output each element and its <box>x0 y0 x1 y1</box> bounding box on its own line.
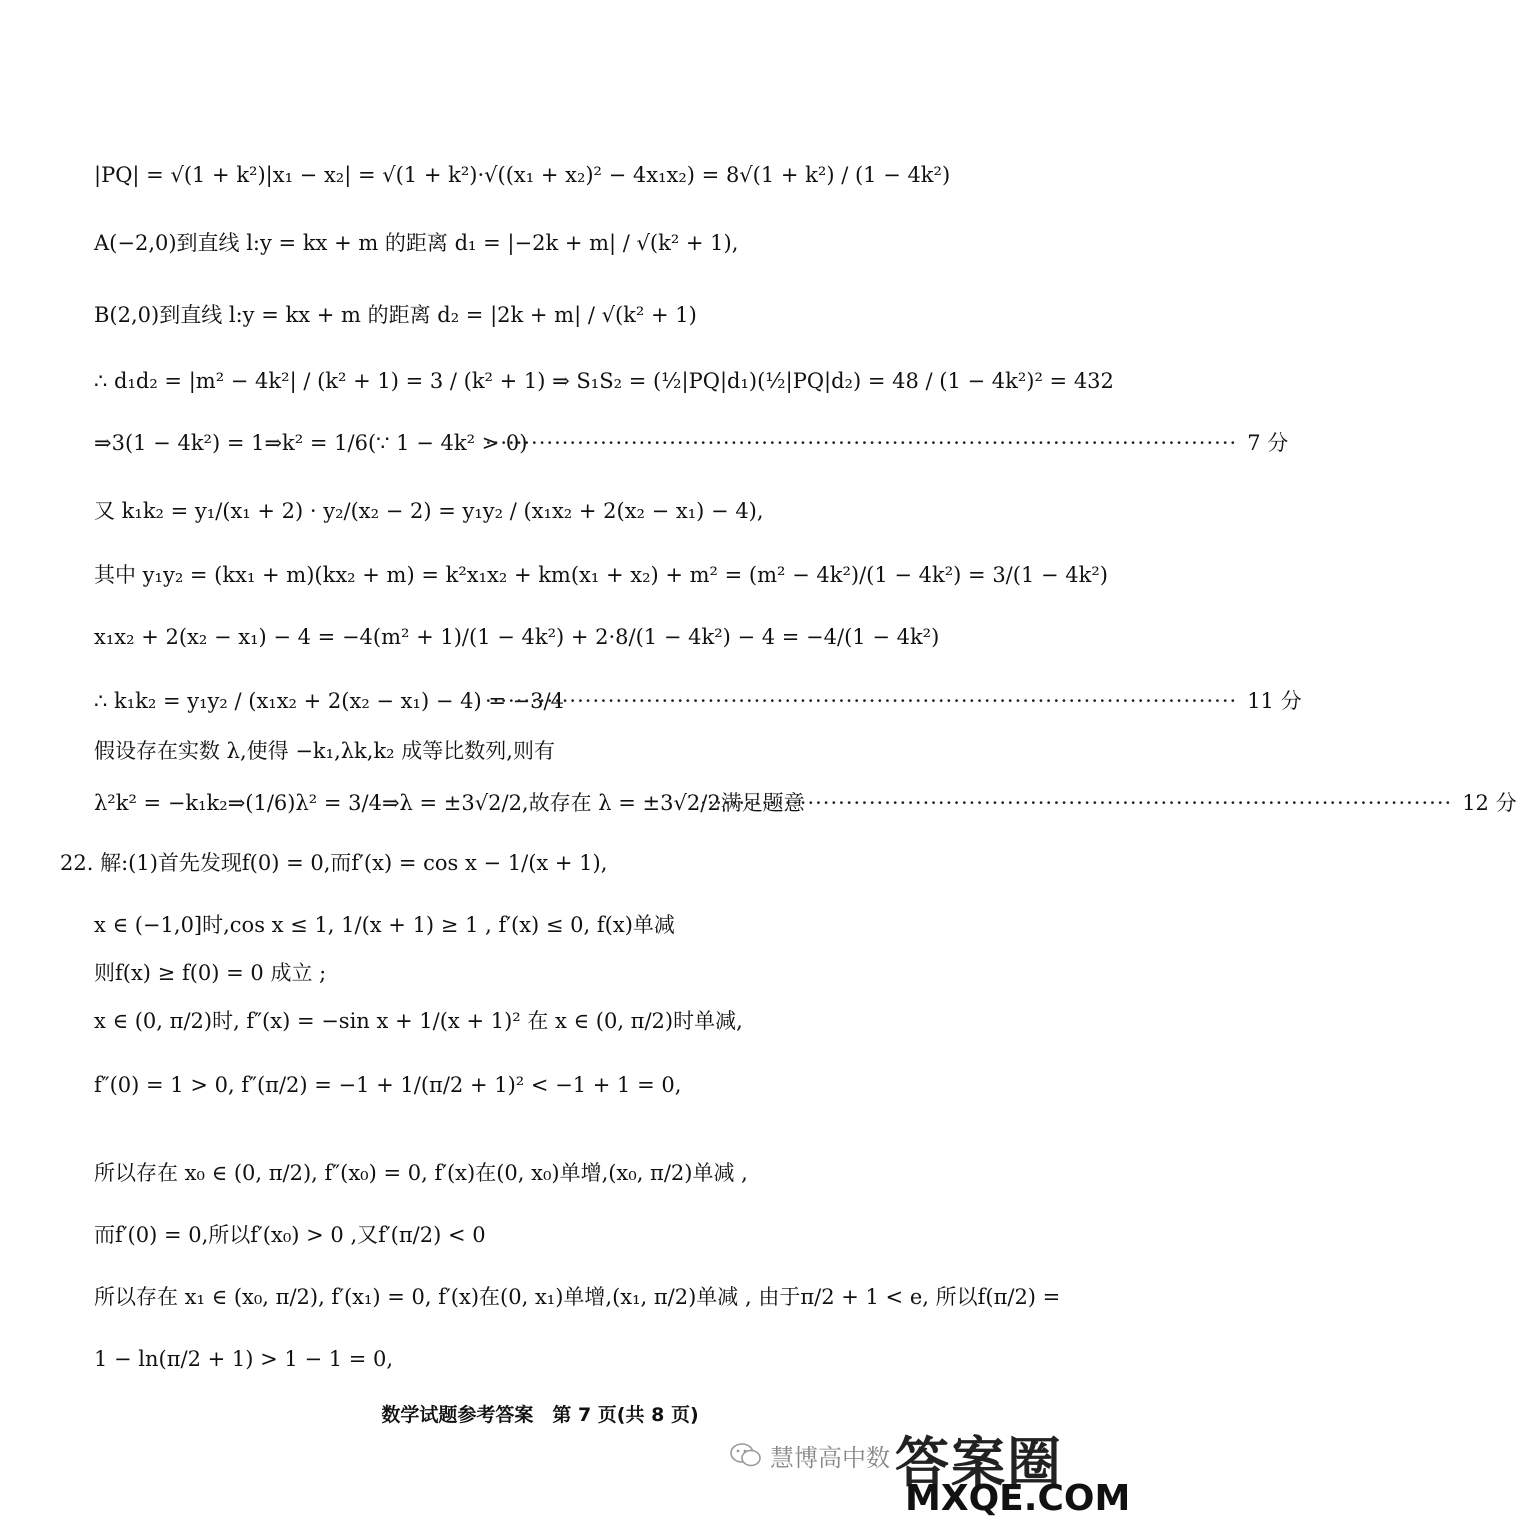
score-label: 11 分 <box>1247 689 1302 713</box>
line-distance-d1: A(−2,0)到直线 l:y = kx + m 的距离 d₁ = |−2k + m| / √(k² + 1), <box>94 231 739 255</box>
page-footer: 数学试题参考答案 第 7 页(共 8 页) <box>381 1404 699 1426</box>
watermark-logo: 答案圈 <box>895 1431 1063 1494</box>
q22-line-7: 所以存在 x₁ ∈ (x₀, π/2), f′(x₁) = 0, f′(x)在(0, x₁)单增,(x₁, π/2)单减 , 由于π/2 + 1 < e, 所以f(π/2) = <box>94 1285 1061 1309</box>
q22-line-2: 则f(x) ≥ f(0) = 0 成立 ; <box>94 961 327 985</box>
line-k1k2: 又 k₁k₂ = y₁/(x₁ + 2) · y₂/(x₂ − 2) = y₁y₂ / (x₁x₂ + 2(x₂ − x₁) − 4), <box>94 499 764 523</box>
line-y1y2: 其中 y₁y₂ = (kx₁ + m)(kx₂ + m) = k²x₁x₂ + km(x₁ + x₂) + m² = (m² − 4k²)/(1 − 4k²) = 3/(1 − 4k²) <box>94 563 1108 587</box>
watermark-site: MXQE.COM <box>905 1478 1131 1519</box>
wechat-icon <box>730 1442 762 1468</box>
line-product-d1d2: ∴ d₁d₂ = |m² − 4k²| / (k² + 1) = 3 / (k² + 1) ⇒ S₁S₂ = (½|PQ|d₁)(½|PQ|d₂) = 48 / (1 − 4k²)² = 432 <box>94 369 1114 393</box>
q22-line-1: x ∈ (−1,0]时,cos x ≤ 1, 1/(x + 1) ≥ 1 , f′(x) ≤ 0, f(x)单减 <box>94 913 675 937</box>
leader-dots: ·································································································· <box>700 791 1453 815</box>
line-lambda-result: λ²k² = −k₁k₂⇒(1/6)λ² = 3/4⇒λ = ±3√2/2,故存在 λ = ±3√2/2满足题意 <box>94 791 805 815</box>
q22-line-3: x ∈ (0, π/2)时, f″(x) = −sin x + 1/(x + 1)² 在 x ∈ (0, π/2)时单减, <box>94 1009 743 1033</box>
watermark-account: 慧博高中数 <box>770 1444 890 1472</box>
line-distance-d2: B(2,0)到直线 l:y = kx + m 的距离 d₂ = |2k + m| / √(k² + 1) <box>94 303 697 327</box>
q22-line-8: 1 − ln(π/2 + 1) > 1 − 1 = 0, <box>94 1347 394 1371</box>
q22-line-6: 而f′(0) = 0,所以f′(x₀) > 0 ,又f′(π/2) < 0 <box>94 1223 486 1247</box>
line-pq-length: |PQ| = √(1 + k²)|x₁ − x₂| = √(1 + k²)·√((x₁ + x₂)² − 4x₁x₂) = 8√(1 + k²) / (1 − 4k²) <box>94 163 951 187</box>
leader-dots: ·································································································· <box>485 689 1238 713</box>
score-11 <box>485 686 1302 716</box>
line-k1k2-result: ∴ k₁k₂ = y₁y₂ / (x₁x₂ + 2(x₂ − x₁) − 4) = −3/4 <box>94 689 564 713</box>
score-7 <box>485 428 1289 458</box>
score-label: 7 分 <box>1247 431 1289 455</box>
line-k-squared: ⇒3(1 − 4k²) = 1⇒k² = 1/6(∵ 1 − 4k² > 0) <box>94 431 528 455</box>
q22-heading: 22. 解:(1)首先发现f(0) = 0,而f′(x) = cos x − 1/(x + 1), <box>60 851 608 875</box>
line-assume-lambda: 假设存在实数 λ,使得 −k₁,λk,k₂ 成等比数列,则有 <box>94 739 555 763</box>
leader-dots: ·································································································· <box>485 431 1238 455</box>
score-label: 12 分 <box>1462 791 1517 815</box>
score-12 <box>700 788 1517 818</box>
q22-line-4: f″(0) = 1 > 0, f″(π/2) = −1 + 1/(π/2 + 1)² < −1 + 1 = 0, <box>94 1073 682 1097</box>
line-denominator: x₁x₂ + 2(x₂ − x₁) − 4 = −4(m² + 1)/(1 − 4k²) + 2·8/(1 − 4k²) − 4 = −4/(1 − 4k²) <box>94 625 940 649</box>
q22-line-5: 所以存在 x₀ ∈ (0, π/2), f″(x₀) = 0, f′(x)在(0, x₀)单增,(x₀, π/2)单减 , <box>94 1161 748 1185</box>
